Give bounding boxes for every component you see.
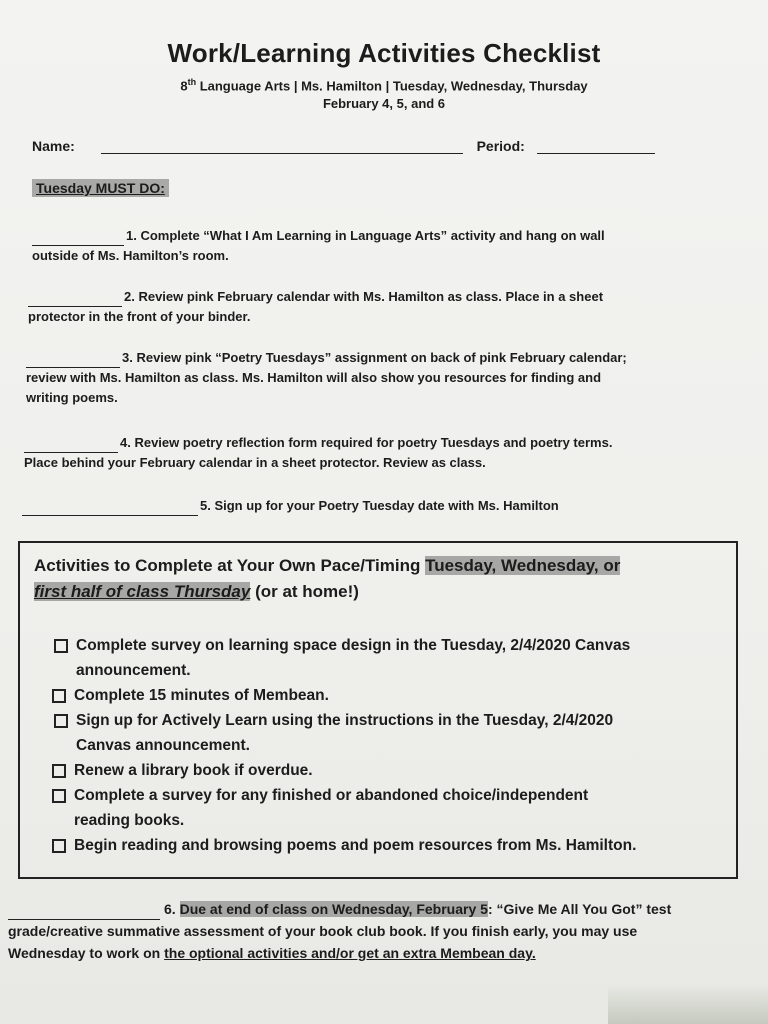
task-item: 3. Review pink “Poetry Tuesdays” assignment on back of pink February calendar; review with Ms. Hamilton as class. Ms. Hamilton will also show you resources for finding and writing poems. xyxy=(26,350,627,405)
task-item: 1. Complete “What I Am Learning in Language Arts” activity and hang on wall outside of Ms. Hamilton’s room. xyxy=(32,228,605,263)
task-6: 6. Due at end of class on Wednesday, February 5: “Give Me All You Got” test grade/creative summative assessment of your book club book. If you finish early, you may use Wednesday to work on the optional activities and/or get an extra Membean day. xyxy=(8,901,672,961)
activity-item: Sign up for Actively Learn using the instructions in the Tuesday, 2/4/2020 Canvas announcement. xyxy=(42,708,732,758)
activity-list xyxy=(42,633,732,858)
checkbox[interactable] xyxy=(54,639,68,653)
task-checkoff-blank[interactable] xyxy=(24,438,118,453)
tuesday-heading: Tuesday MUST DO: xyxy=(32,179,169,197)
checkbox[interactable] xyxy=(54,714,68,728)
page-corner-shadow xyxy=(608,984,768,1024)
task-checkoff-blank[interactable] xyxy=(8,905,160,920)
checkbox[interactable] xyxy=(52,689,66,703)
activity-item: Complete survey on learning space design in the Tuesday, 2/4/2020 Canvas announcement. xyxy=(42,633,732,683)
checkbox[interactable] xyxy=(52,764,66,778)
task-checkoff-blank[interactable] xyxy=(28,292,122,307)
task-item: 5. Sign up for your Poetry Tuesday date with Ms. Hamilton xyxy=(22,496,559,516)
due-date-highlight: Due at end of class on Wednesday, February 5 xyxy=(179,901,488,917)
period-label: Period: xyxy=(476,138,525,154)
dates-line: February 4, 5, and 6 xyxy=(322,96,446,111)
course-line: 8th Language Arts | Ms. Hamilton | Tuesday, Wednesday, Thursday xyxy=(180,77,588,94)
checkbox[interactable] xyxy=(52,839,66,853)
task-checkoff-blank[interactable] xyxy=(22,501,198,516)
period-field[interactable] xyxy=(537,139,655,154)
task-checkoff-blank[interactable] xyxy=(32,231,124,246)
task-item: 4. Review poetry reflection form required for poetry Tuesdays and poetry terms. Place behind your February calendar in a sheet protector. Review as class. xyxy=(24,435,613,470)
activity-item: Renew a library book if overdue. xyxy=(42,758,732,783)
task-checkoff-blank[interactable] xyxy=(26,353,120,368)
task-item: 2. Review pink February calendar with Ms. Hamilton as class. Place in a sheet protector in the front of your binder. xyxy=(28,289,604,324)
page-title: Work/Learning Activities Checklist xyxy=(167,38,601,68)
own-pace-activities-box xyxy=(18,541,738,879)
activity-item: Begin reading and browsing poems and poem resources from Ms. Hamilton. xyxy=(42,833,732,858)
checkbox[interactable] xyxy=(52,789,66,803)
name-period-row xyxy=(32,138,655,154)
activity-item: Complete 15 minutes of Membean. xyxy=(42,683,732,708)
own-pace-heading: Activities to Complete at Your Own Pace/Timing Tuesday, Wednesday, or first half of class Thursday (or at home!) xyxy=(34,556,621,601)
activity-item: Complete a survey for any finished or abandoned choice/independent reading books. xyxy=(42,783,732,833)
name-label: Name: xyxy=(32,138,75,154)
name-field[interactable] xyxy=(101,139,463,154)
